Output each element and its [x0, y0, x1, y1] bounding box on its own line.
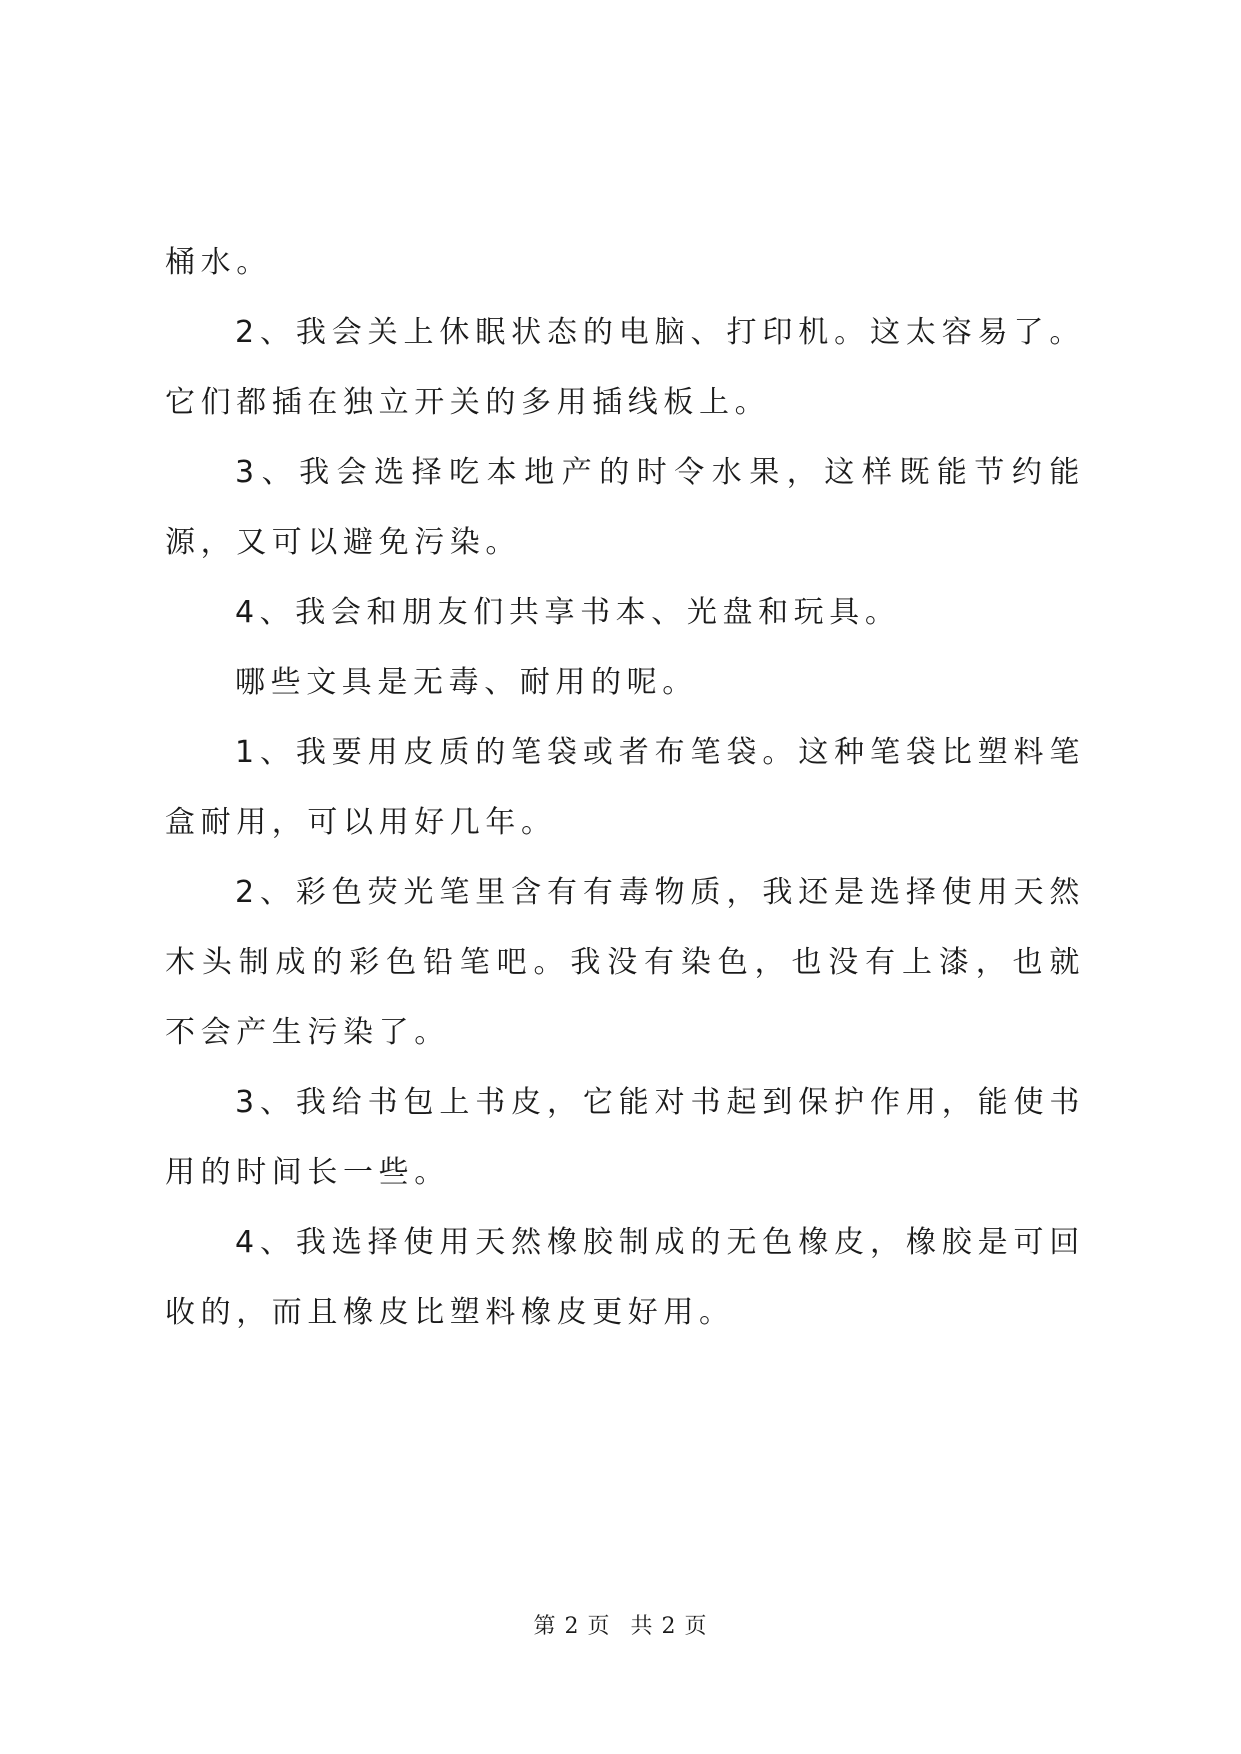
document-body — [165, 228, 1085, 1348]
paragraph-2: 2、我会关上休眠状态的电脑、打印机。这太容易了。它们都插在独立开关的多用插线板上。 — [165, 315, 1085, 420]
paragraph-1: 桶水。 — [165, 245, 272, 280]
paragraph-4: 4、我会和朋友们共享书本、光盘和玩具。 — [235, 595, 901, 630]
paragraph-5: 哪些文具是无毒、耐用的呢。 — [235, 665, 698, 700]
paragraph-3: 3、我会选择吃本地产的时令水果，这样既能节约能源，又可以避免污染。 — [165, 455, 1085, 560]
page-total: 共 2 页 — [630, 1614, 708, 1639]
paragraph-7: 2、彩色荧光笔里含有有毒物质，我还是选择使用天然木头制成的彩色铅笔吧。我没有染色，也没有上漆，也就不会产生污染了。 — [165, 875, 1085, 1050]
page-number: 第 2 页 — [533, 1614, 611, 1639]
paragraph-6: 1、我要用皮质的笔袋或者布笔袋。这种笔袋比塑料笔盒耐用，可以用好几年。 — [165, 735, 1085, 840]
page-footer — [0, 1612, 1241, 1642]
paragraph-8: 3、我给书包上书皮，它能对书起到保护作用，能使书用的时间长一些。 — [165, 1085, 1085, 1190]
paragraph-9: 4、我选择使用天然橡胶制成的无色橡皮，橡胶是可回收的，而且橡皮比塑料橡皮更好用。 — [165, 1225, 1085, 1330]
